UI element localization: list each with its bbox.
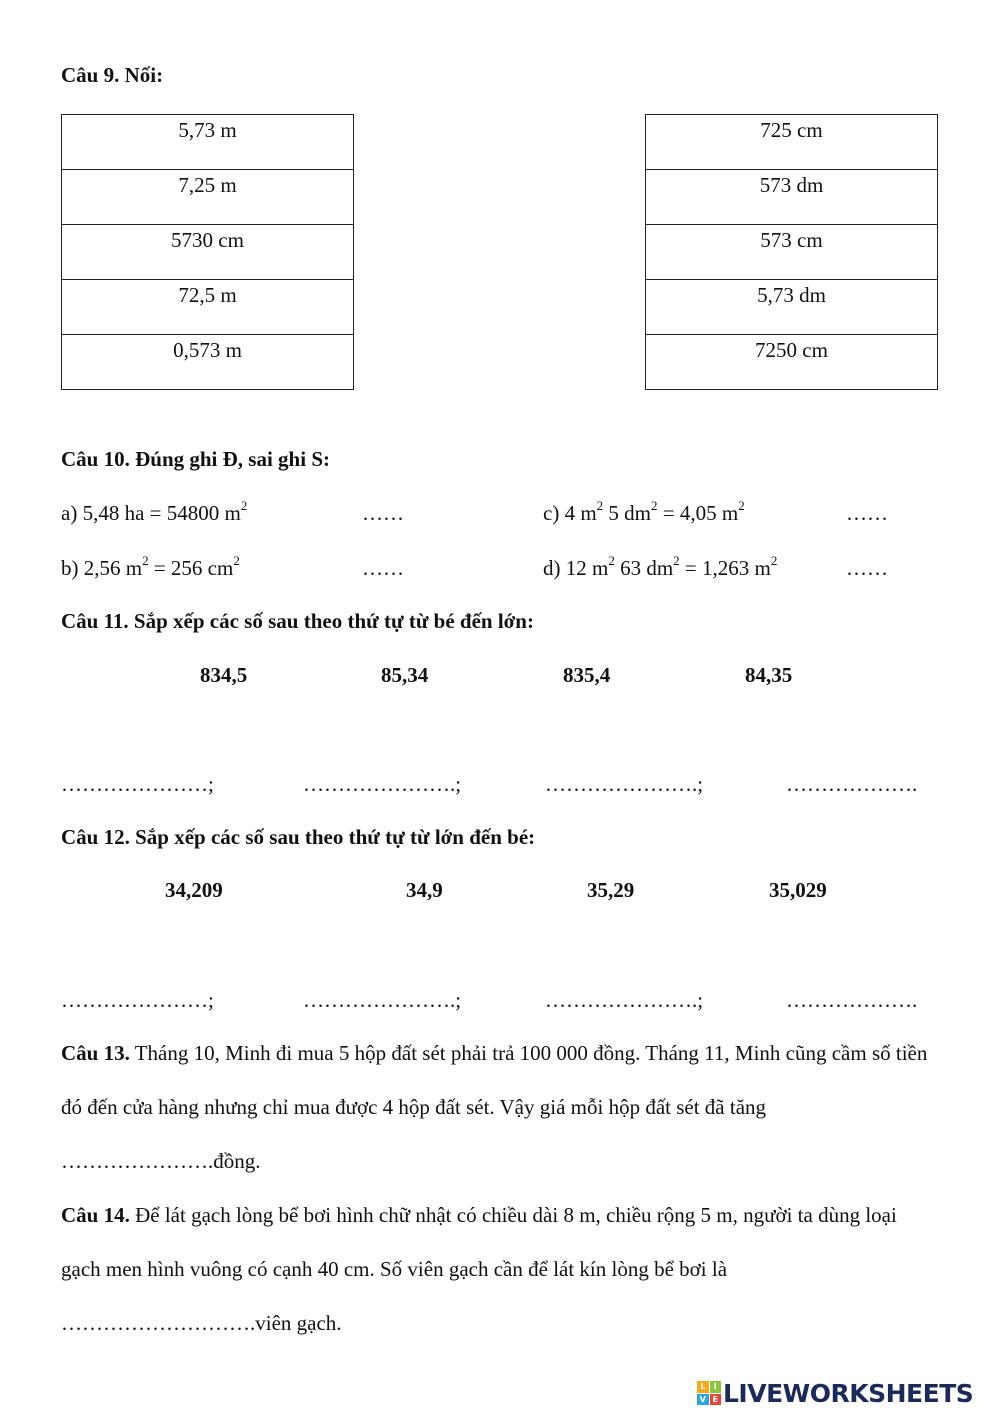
q9-title: Câu 9. Nối: — [61, 63, 164, 87]
q10-item-a — [61, 498, 248, 526]
q10-title: Câu 10. Đúng ghi Đ, sai ghi S: — [61, 447, 330, 471]
q11-number: 835,4 — [563, 663, 611, 687]
q9-right-cell[interactable]: 725 cm — [646, 115, 938, 170]
q10-item-b — [61, 553, 240, 581]
q10-sup: 2 — [673, 553, 680, 568]
q10-item-d — [543, 553, 778, 581]
logo-letter: V — [697, 1394, 709, 1406]
q10-b-blank[interactable]: …… — [362, 556, 404, 580]
q12-blank[interactable]: ………………….; — [545, 988, 704, 1012]
q10-sup: 2 — [770, 553, 778, 568]
q9-right-cell[interactable]: 7250 cm — [646, 335, 938, 390]
q11-blank[interactable]: ………………….; — [303, 772, 462, 796]
q9-right-cell[interactable]: 5,73 dm — [646, 280, 938, 335]
q11-blank[interactable]: ………………. — [786, 772, 918, 796]
q10-item-c — [543, 498, 745, 526]
q10-sup: 2 — [651, 498, 658, 513]
q10-sup: 2 — [240, 498, 248, 513]
q14-text: Để lát gạch lòng bể bơi hình chữ nhật có chiều dài 8 m, chiều rộng 5 m, người ta dùng loại gạch men hình vuông có cạnh 40 cm. Số viên gạch cần để lát kín lòng bể bơi là ……………………….viên gạch. — [61, 1203, 897, 1335]
logo-letter: E — [710, 1394, 722, 1406]
q10-d-blank[interactable]: …… — [846, 556, 888, 580]
q10-b-part1: b) 2,56 m — [61, 556, 143, 580]
q9-right-table — [645, 114, 938, 390]
q10-d-part2: 63 dm — [614, 556, 674, 580]
logo-text: LIVEWORKSHEETS — [723, 1378, 974, 1408]
q9-left-cell[interactable]: 5730 cm — [62, 225, 354, 280]
q10-c-part1: c) 4 m — [543, 501, 597, 525]
q14-paragraph — [61, 1188, 931, 1350]
q11-blank[interactable]: ………………….; — [545, 772, 704, 796]
q10-d-part1: d) 12 m — [543, 556, 609, 580]
q12-number: 35,29 — [587, 878, 635, 902]
q9-left-cell[interactable]: 5,73 m — [62, 115, 354, 170]
q13-paragraph — [61, 1026, 931, 1188]
q9-right-cell[interactable]: 573 cm — [646, 225, 938, 280]
q10-c-part3: = 4,05 m — [657, 501, 739, 525]
logo-letter: L — [697, 1381, 709, 1393]
logo-mark-icon — [697, 1381, 721, 1405]
q10-sup: 2 — [596, 498, 604, 513]
q12-blank[interactable]: …………………; — [61, 988, 214, 1012]
q11-number: 85,34 — [381, 663, 429, 687]
q9-left-cell[interactable]: 7,25 m — [62, 170, 354, 225]
q10-c-blank[interactable]: …… — [846, 501, 888, 525]
q11-blank[interactable]: …………………; — [61, 772, 214, 796]
q9-left-table — [61, 114, 354, 390]
q12-number: 34,209 — [165, 878, 223, 902]
q10-a-blank[interactable]: …… — [362, 501, 404, 525]
q11-title: Câu 11. Sắp xếp các số sau theo thứ tự từ bé đến lớn: — [61, 609, 534, 633]
q12-number: 35,029 — [769, 878, 827, 902]
q11-number: 834,5 — [200, 663, 248, 687]
logo-letter: I — [710, 1381, 722, 1393]
q10-c-part2: 5 dm — [603, 501, 651, 525]
q10-a-text: a) 5,48 ha = 54800 m — [61, 501, 241, 525]
q10-sup: 2 — [233, 553, 240, 568]
q13-text: Tháng 10, Minh đi mua 5 hộp đất sét phải trả 100 000 đồng. Tháng 11, Minh cũng cầm số tiền đó đến cửa hàng nhưng chỉ mua được 4 hộp đất sét. Vậy giá mỗi hộp đất sét đã tăng ………………….đồng. — [61, 1041, 928, 1173]
q12-blank[interactable]: ………………….; — [303, 988, 462, 1012]
q10-sup: 2 — [142, 553, 149, 568]
q10-sup: 2 — [738, 498, 745, 513]
q12-blank[interactable]: ………………. — [786, 988, 918, 1012]
q10-sup: 2 — [608, 553, 615, 568]
q12-title: Câu 12. Sắp xếp các số sau theo thứ tự từ lớn đến bé: — [61, 825, 536, 849]
q10-d-part3: = 1,263 m — [679, 556, 771, 580]
q13-label: Câu 13. — [61, 1041, 130, 1065]
q10-b-part2: = 256 cm — [148, 556, 234, 580]
q14-label: Câu 14. — [61, 1203, 130, 1227]
q9-left-cell[interactable]: 0,573 m — [62, 335, 354, 390]
q12-number: 34,9 — [406, 878, 443, 902]
liveworksheets-logo — [697, 1378, 973, 1408]
q11-number: 84,35 — [745, 663, 793, 687]
q9-left-cell[interactable]: 72,5 m — [62, 280, 354, 335]
q9-right-cell[interactable]: 573 dm — [646, 170, 938, 225]
